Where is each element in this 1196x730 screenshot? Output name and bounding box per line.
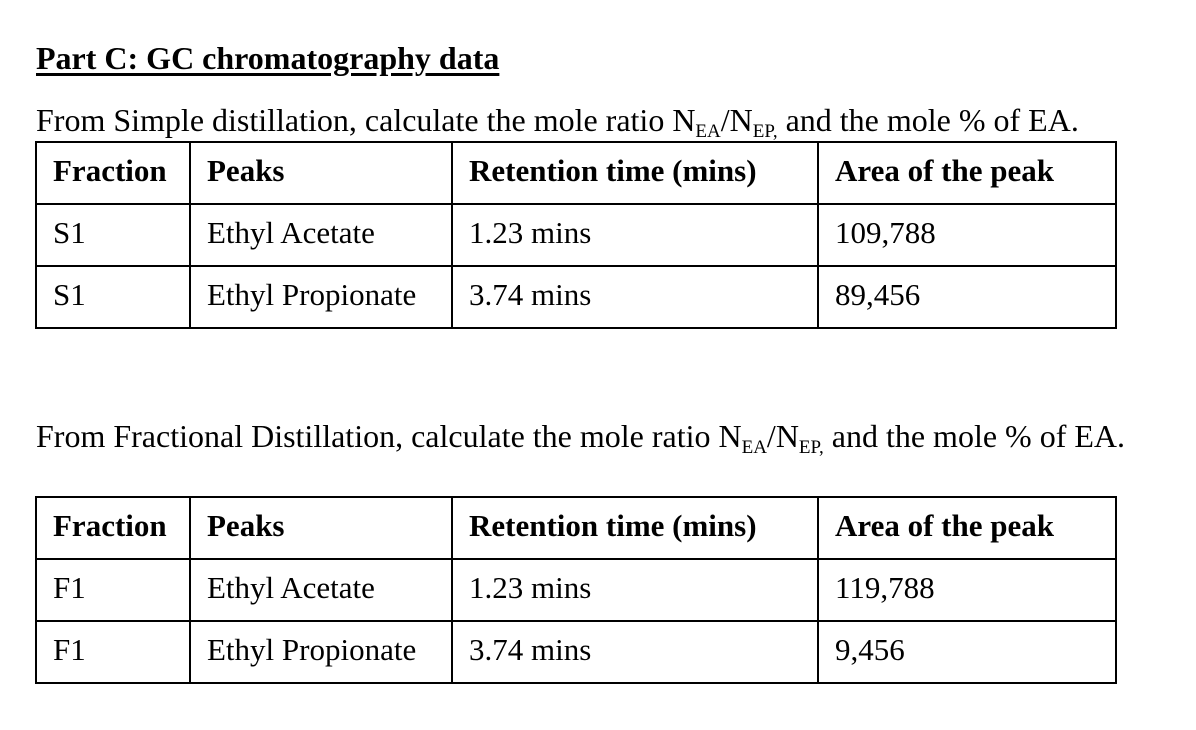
table-row xyxy=(36,266,1116,328)
instruction-tail: and the mole % of EA. xyxy=(777,102,1079,138)
subscript-ep: EP, xyxy=(752,121,778,142)
fractional-distillation-table xyxy=(35,496,1117,684)
cell-peak-area: 89,456 xyxy=(818,266,1116,328)
header-peak-area: Area of the peak xyxy=(818,142,1116,204)
instruction-text: From Fractional Distillation, calculate the mole ratio N xyxy=(36,418,742,454)
fractional-distillation-instructions xyxy=(36,418,1125,458)
cell-peak: Ethyl Acetate xyxy=(190,559,452,621)
cell-peak: Ethyl Acetate xyxy=(190,204,452,266)
instruction-slash: /N xyxy=(720,102,753,138)
cell-fraction: S1 xyxy=(36,204,190,266)
cell-peak-area: 9,456 xyxy=(818,621,1116,683)
header-fraction: Fraction xyxy=(36,497,190,559)
cell-fraction: F1 xyxy=(36,621,190,683)
table-header-row xyxy=(36,142,1116,204)
cell-retention-time: 1.23 mins xyxy=(452,559,818,621)
header-retention-time: Retention time (mins) xyxy=(452,497,818,559)
instruction-slash: /N xyxy=(766,418,799,454)
cell-fraction: F1 xyxy=(36,559,190,621)
instruction-tail: and the mole % of EA. xyxy=(823,418,1125,454)
section-heading: Part C: GC chromatography data xyxy=(36,40,500,76)
cell-peak: Ethyl Propionate xyxy=(190,621,452,683)
cell-peak-area: 109,788 xyxy=(818,204,1116,266)
cell-peak-area: 119,788 xyxy=(818,559,1116,621)
header-retention-time: Retention time (mins) xyxy=(452,142,818,204)
table-header-row xyxy=(36,497,1116,559)
header-peaks: Peaks xyxy=(190,497,452,559)
header-peak-area: Area of the peak xyxy=(818,497,1116,559)
subscript-ea: EA xyxy=(695,121,721,142)
cell-retention-time: 3.74 mins xyxy=(452,266,818,328)
table-row xyxy=(36,204,1116,266)
simple-distillation-table xyxy=(35,141,1117,329)
cell-peak: Ethyl Propionate xyxy=(190,266,452,328)
cell-retention-time: 3.74 mins xyxy=(452,621,818,683)
instruction-text: From Simple distillation, calculate the mole ratio N xyxy=(36,102,696,138)
header-peaks: Peaks xyxy=(190,142,452,204)
cell-retention-time: 1.23 mins xyxy=(452,204,818,266)
header-fraction: Fraction xyxy=(36,142,190,204)
subscript-ea: EA xyxy=(741,437,767,458)
table-row xyxy=(36,559,1116,621)
table-row xyxy=(36,621,1116,683)
cell-fraction: S1 xyxy=(36,266,190,328)
subscript-ep: EP, xyxy=(798,437,824,458)
simple-distillation-instructions xyxy=(36,102,1079,142)
